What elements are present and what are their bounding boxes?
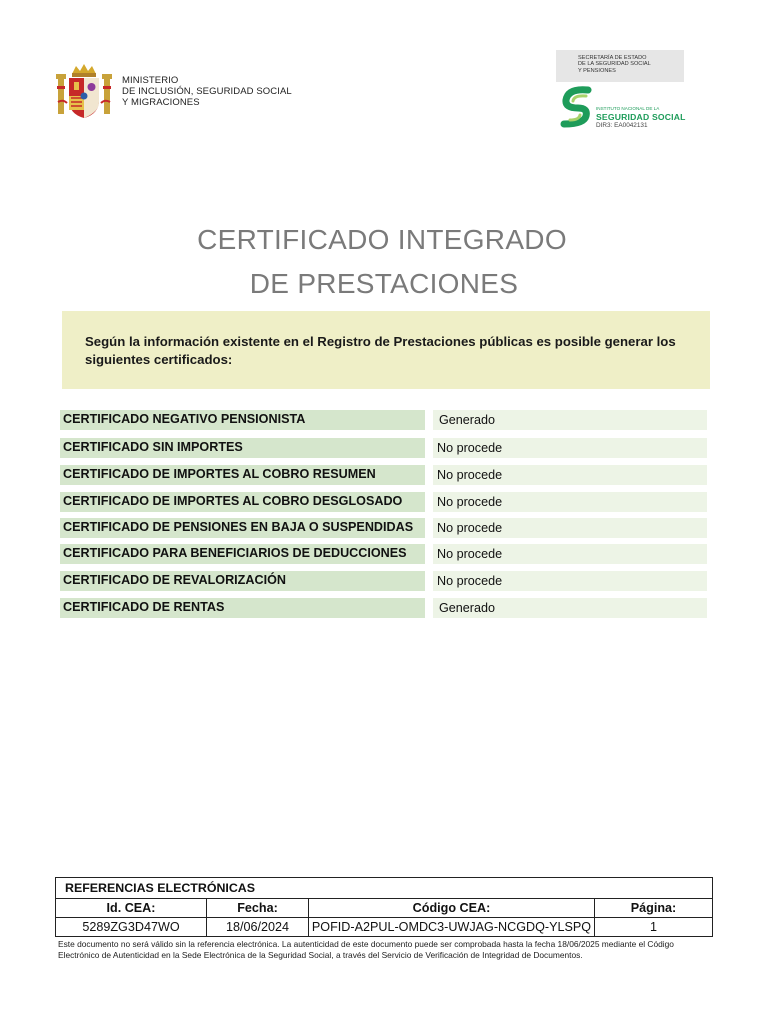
column-id-cea: Id. CEA: [56,899,207,918]
certificate-status: No procede [433,492,707,512]
inss-brand [556,84,684,132]
references-values-row [56,918,713,937]
page-title-line-1: CERTIFICADO INTEGRADO [197,224,567,255]
ministry-line: DE INCLUSIÓN, SEGURIDAD SOCIAL [122,85,292,97]
certificate-row [60,465,708,485]
certificate-status: No procede [433,465,707,485]
seguridad-social-header [556,50,684,132]
ministry-line: MINISTERIO [122,74,179,86]
certificate-name: CERTIFICADO DE IMPORTES AL COBRO DESGLOSADO [60,492,425,512]
column-codigo-cea: Código CEA: [309,899,595,918]
certificate-status: Generado [433,410,707,430]
ministry-name [122,75,292,108]
secretaria-line: Y PENSIONES [578,67,616,74]
certificate-name: CERTIFICADO NEGATIVO PENSIONISTA [60,410,425,430]
references-table [55,877,713,937]
instituto-label: INSTITUTO NACIONAL DE LA [596,106,660,111]
secretaria-line: DE LA SEGURIDAD SOCIAL [578,61,651,68]
certificate-row [60,571,708,591]
id-cea-value: 5289ZG3D47WO [56,918,207,937]
certificate-row [60,492,708,512]
certificate-name: CERTIFICADO DE PENSIONES EN BAJA O SUSPENDIDAS [60,518,425,538]
intro-box: Según la información existente en el Registro de Prestaciones públicas es posible generar los siguientes certificados: [62,311,710,389]
validity-note: Este documento no será válido sin la referencia electrónica. La autenticidad de este documento puede ser comprobada hasta la fecha 18/06/2025 mediante el Código Electrónico de Autenticidad en la Sede Electrónica de la Seguridad Social, a través del Servicio de Verificación de Integridad de Documentos. [58,939,674,960]
certificate-row [60,410,708,430]
certificate-name: CERTIFICADO PARA BENEFICIARIOS DE DEDUCCIONES [60,544,425,564]
secretaria-line: SECRETARÍA DE ESTADO [578,55,647,61]
references-title: REFERENCIAS ELECTRÓNICAS [56,878,713,899]
certificate-status: No procede [433,518,707,538]
page-title-line-2: DE PRESTACIONES [249,268,519,299]
certificate-row [60,518,708,538]
ministry-line: Y MIGRACIONES [122,96,200,108]
pagina-value: 1 [595,918,713,937]
certificate-status: Generado [433,598,707,618]
references-columns-row [56,899,713,918]
certificate-status: No procede [433,438,707,458]
coat-of-arms-icon [55,62,113,120]
certificate-status: No procede [433,571,707,591]
certificate-row [60,438,708,458]
column-pagina: Página: [595,899,713,918]
references-header-row [56,878,713,899]
certificate-name: CERTIFICADO DE IMPORTES AL COBRO RESUMEN [60,465,425,485]
dir3-code: DIR3: EA0042131 [596,122,648,129]
certificate-row [60,544,708,564]
certificate-row [60,598,708,618]
certificate-name: CERTIFICADO DE RENTAS [60,598,425,618]
ministry-header [55,62,292,120]
secretaria-box [556,50,684,82]
certificate-name: CERTIFICADO DE REVALORIZACIÓN [60,571,425,591]
seguridad-social-label: SEGURIDAD SOCIAL [596,112,686,122]
fecha-value: 18/06/2024 [207,918,309,937]
seguridad-social-logo-icon [558,86,594,130]
column-fecha: Fecha: [207,899,309,918]
certificate-name: CERTIFICADO SIN IMPORTES [60,438,425,458]
certificate-status: No procede [433,544,707,564]
codigo-cea-value: POFID-A2PUL-OMDC3-UWJAG-NCGDQ-YLSPQ [309,918,595,937]
